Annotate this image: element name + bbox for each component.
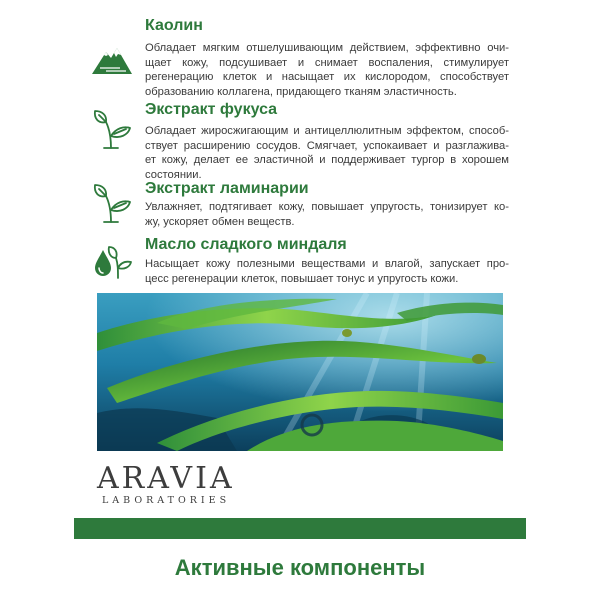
- description-line: регенерацию клеток и насыщает их кислородом, способствует: [145, 71, 509, 84]
- kelp-underwater-photo: [97, 293, 503, 451]
- description-line: Обладает мягким отшелушивающим действием, эффективно очи-: [145, 42, 509, 54]
- description-line: Насыщает кожу полезными веществами и влагой, запускает про-: [145, 258, 509, 270]
- component-description: [145, 41, 509, 99]
- component-description: [145, 257, 509, 286]
- brand-subtitle: LABORATORIES: [102, 495, 231, 506]
- component-title: Масло сладкого миндаля: [145, 236, 347, 253]
- brand-name: ARAVIA: [97, 461, 235, 496]
- component-title: Каолин: [145, 17, 203, 34]
- sprout-icon: [90, 182, 134, 226]
- description-line: состоянии.: [145, 168, 202, 181]
- description-line: Увлажняет, подтягивает кожу, повышает упругость, тонизирует ко-: [145, 201, 509, 213]
- mountain-icon: [90, 38, 134, 82]
- green-divider-bar: [74, 518, 526, 539]
- component-title: Экстракт фукуса: [145, 101, 278, 118]
- sprout-icon: [90, 108, 134, 152]
- brand-logo: [97, 462, 235, 506]
- description-line: цесс регенерации клеток, повышает тонус и упругость кожи.: [145, 272, 459, 285]
- description-line: Обладает жиросжигающим и антицеллюлитным эффектом, способ-: [145, 125, 509, 137]
- description-line: щает кожу, подсушивает и снимает воспаления, стимулирует: [145, 56, 509, 69]
- page-title: Активные компоненты: [174, 555, 426, 580]
- oil-drop-leaf-icon: [90, 240, 134, 284]
- description-line: жу, ускоряет обмен веществ.: [145, 215, 295, 228]
- description-line: образованию коллагена, придающего тканям эластичность.: [145, 85, 457, 98]
- component-description: [145, 200, 509, 229]
- description-line: ствует расширению сосудов. Смягчает, успокаивает и разглажива-: [145, 139, 509, 152]
- component-description: [145, 124, 509, 182]
- description-line: ет кожу, делает ее эластичной и поддерживает тургор в хорошем: [145, 154, 509, 167]
- component-title: Экстракт ламинарии: [145, 180, 309, 197]
